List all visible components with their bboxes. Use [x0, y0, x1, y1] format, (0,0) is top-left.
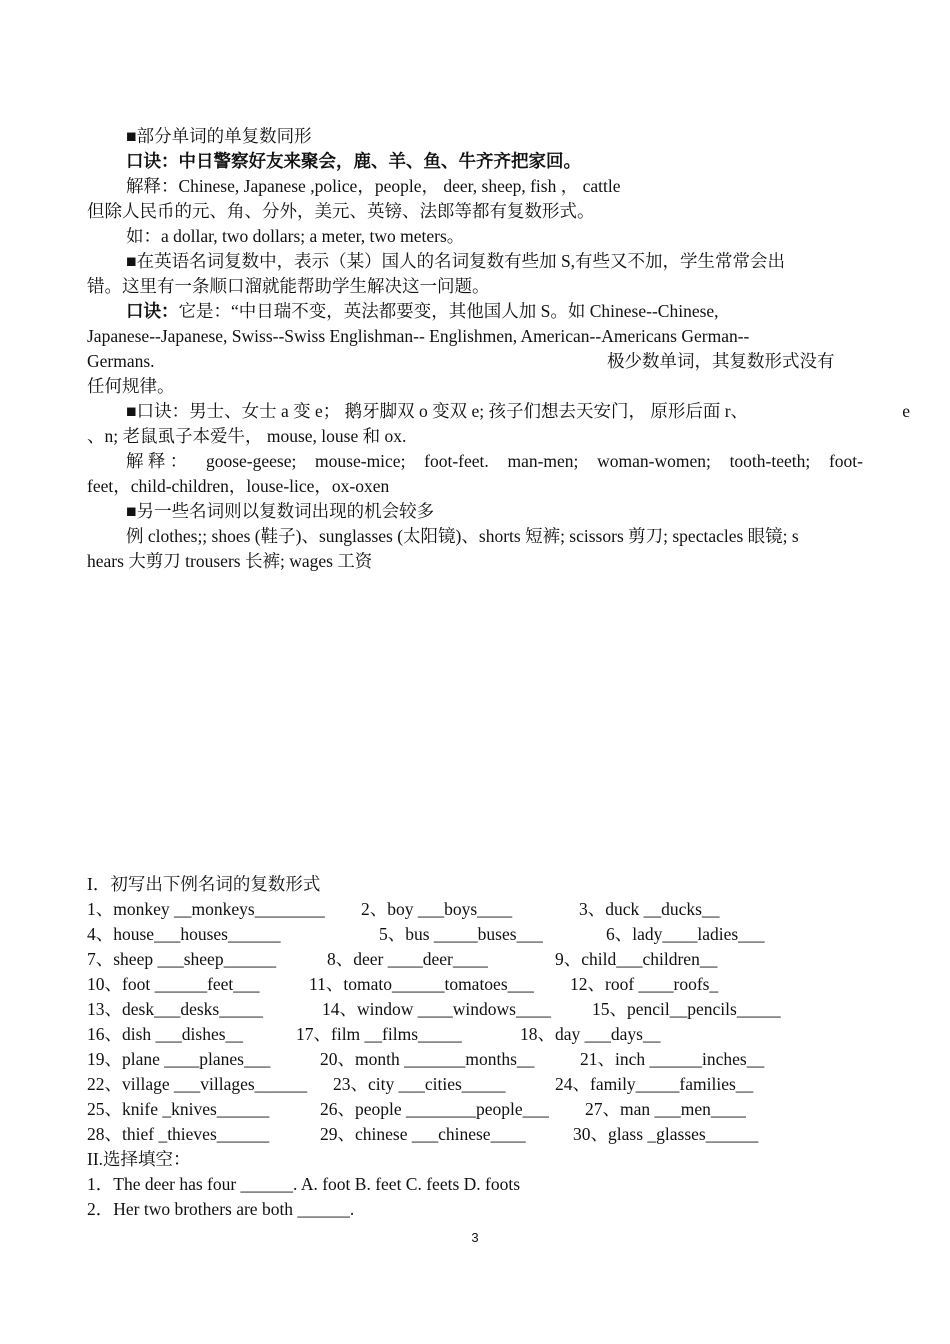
irregular-explanation	[126, 449, 863, 474]
exercise-item: 2、boy ___boys____	[361, 899, 513, 919]
rhyme-irregular	[126, 399, 910, 424]
nationality-intro-2: 错。这里有一条顺口溜就能帮助学生解决这一问题。	[87, 276, 490, 296]
exercise-1-title: I．初写出下例名词的复数形式	[87, 874, 321, 894]
exercise-item: 7、sheep ___sheep______	[87, 949, 277, 969]
section-title-plural-only: ■另一些名词则以复数词出现的机会较多	[126, 501, 435, 521]
exercise-item: 5、bus _____buses___	[379, 924, 543, 944]
rhyme-irregular-2: 、n; 老鼠虱子本爱牛， mouse, louse 和 ox.	[87, 426, 407, 446]
page-number: 3	[471, 1230, 479, 1245]
exercise-item: 23、city ___cities_____	[333, 1074, 506, 1094]
plural-only-examples: 例 clothes;; shoes (鞋子)、sunglasses (太阳镜)、shorts 短裤; scissors 剪刀; spectacles 眼镜; s	[126, 526, 799, 546]
exercise-2-question-1: 1．The deer has four ______. A. foot B. feet C. feets D. foots	[87, 1174, 521, 1194]
exercise-item: 11、tomato______tomatoes___	[309, 974, 534, 994]
rhyme-irregular-text: ■口诀：男士、女士 a 变 e； 鹅牙脚双 o 变双 e; 孩子们想去天安门， 原形后面 r、	[126, 401, 749, 421]
exercise-item: 21、inch ______inches__	[580, 1049, 765, 1069]
expl-word: foot-	[828, 451, 863, 471]
irregular-intro: 极少数单词，其复数形式没有	[607, 351, 835, 371]
irregular-intro-end: 任何规律。	[87, 376, 175, 396]
rhyme-irregular-letter: e	[902, 401, 910, 421]
exercise-item: 15、pencil__pencils_____	[592, 999, 781, 1019]
exercise-item: 25、knife _knives______	[87, 1099, 270, 1119]
exercise-item: 26、people ________people___	[320, 1099, 549, 1119]
expl-word: foot-feet.	[424, 451, 489, 471]
exercise-item: 3、duck __ducks__	[579, 899, 720, 919]
expl-word: goose-geese;	[205, 451, 297, 471]
explanation-same-form: 解释：Chinese, Japanese ,police，people， deer, sheep, fish ， cattle	[126, 176, 621, 196]
exercise-item: 16、dish ___dishes__	[87, 1024, 244, 1044]
exercise-item: 4、house___houses______	[87, 924, 281, 944]
exercise-item: 17、film __films_____	[296, 1024, 462, 1044]
exercise-item: 28、thief _thieves______	[87, 1124, 270, 1144]
nationality-examples-end	[87, 349, 863, 374]
germans-text: Germans.	[87, 351, 155, 371]
exercise-item: 29、chinese ___chinese____	[320, 1124, 526, 1144]
example-dollars: 如：a dollar, two dollars; a meter, two meters。	[126, 226, 465, 246]
exercise-item: 1、monkey __monkeys________	[87, 899, 325, 919]
exercise-item: 22、village ___villages______	[87, 1074, 308, 1094]
exercise-item: 18、day ___days__	[520, 1024, 661, 1044]
expl-word: 解 释 ：	[126, 451, 188, 471]
exercise-item: 14、window ____windows____	[322, 999, 551, 1019]
expl-word: tooth-teeth;	[729, 451, 811, 471]
rhyme-same-form	[126, 149, 863, 174]
rhyme-text: 中日警察好友来聚会，鹿、羊、鱼、牛齐齐把家回。	[178, 151, 581, 171]
exercise-2-title: II.选择填空：	[87, 1149, 191, 1169]
section-title-same-form: ■部分单词的单复数同形	[126, 126, 312, 146]
exception-note: 但除人民币的元、角、分外，美元、英镑、法郎等都有复数形式。	[87, 201, 595, 221]
exercise-item: 9、child___children__	[555, 949, 718, 969]
exercise-item: 10、foot ______feet___	[87, 974, 260, 994]
rhyme-label: 口诀：	[126, 151, 179, 171]
exercise-item: 27、man ___men____	[585, 1099, 746, 1119]
rhyme-label: 口诀：	[126, 301, 179, 321]
exercise-2-question-2: 2．Her two brothers are both ______.	[87, 1199, 355, 1219]
exercise-item: 30、glass _glasses______	[573, 1124, 759, 1144]
exercise-item: 8、deer ____deer____	[327, 949, 488, 969]
expl-word: woman-women;	[597, 451, 711, 471]
exercise-item: 13、desk___desks_____	[87, 999, 263, 1019]
expl-word: man-men;	[507, 451, 579, 471]
exercise-item: 6、lady____ladies___	[606, 924, 765, 944]
exercise-item: 20、month _______months__	[320, 1049, 535, 1069]
nationality-intro-1: ■在英语名词复数中，表示（某）国人的名词复数有些加 S,有些又不加，学生常常会出	[126, 251, 786, 271]
irregular-explanation-2: feet，child-children，louse-lice，ox-oxen	[87, 476, 390, 496]
exercise-item: 19、plane ____planes___	[87, 1049, 271, 1069]
nationality-examples: Japanese--Japanese, Swiss--Swiss Englishman-- Englishmen, American--Americans German--	[87, 326, 750, 346]
rhyme-nationality	[126, 299, 863, 324]
plural-only-examples-2: hears 大剪刀 trousers 长裤; wages 工资	[87, 551, 373, 571]
expl-word: mouse-mice;	[315, 451, 406, 471]
exercise-item: 24、family_____families__	[555, 1074, 754, 1094]
exercise-item: 12、roof ____roofs_	[570, 974, 719, 994]
rhyme-text: 它是：“中日瑞不变，英法都要变，其他国人加 S。如 Chinese--Chinese,	[178, 301, 719, 321]
